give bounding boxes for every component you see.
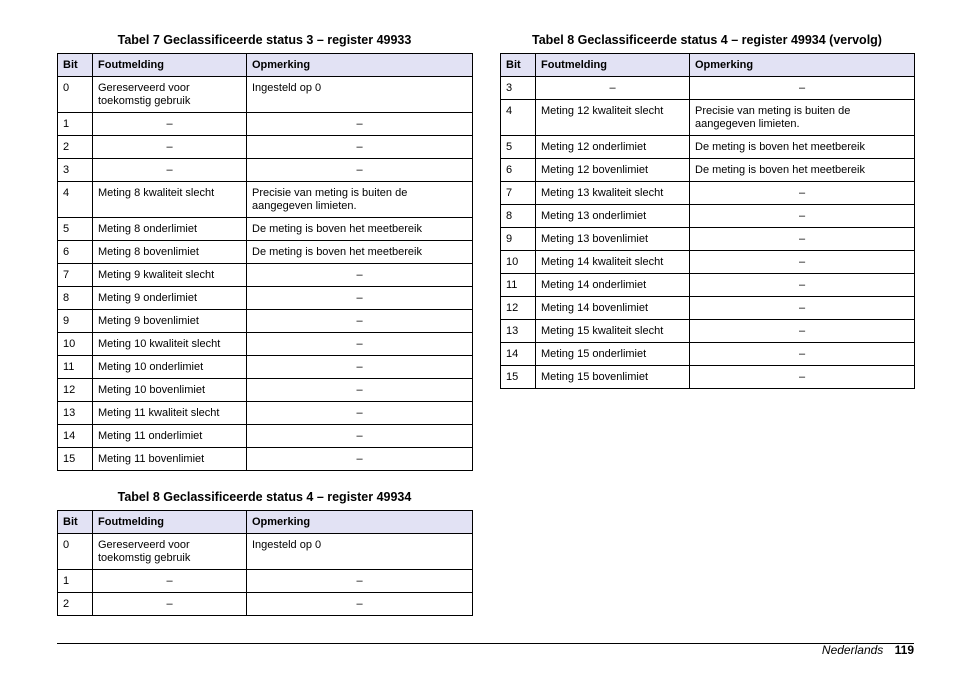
cell-opmerking: – — [247, 570, 473, 593]
table8-continued-caption: Tabel 8 Geclassificeerde status 4 – register 49934 (vervolg) — [532, 33, 882, 47]
table-row — [58, 136, 473, 159]
cell-opmerking: – — [690, 343, 915, 366]
cell-foutmelding: Meting 14 kwaliteit slecht — [536, 251, 690, 274]
cell-bit: 2 — [58, 593, 93, 616]
cell-opmerking: Ingesteld op 0 — [247, 534, 473, 570]
cell-opmerking: – — [690, 274, 915, 297]
cell-opmerking: – — [690, 297, 915, 320]
table-row — [58, 218, 473, 241]
cell-opmerking: De meting is boven het meetbereik — [690, 159, 915, 182]
table-row — [58, 77, 473, 113]
cell-bit: 9 — [501, 228, 536, 251]
cell-foutmelding: Meting 14 bovenlimiet — [536, 297, 690, 320]
cell-opmerking: De meting is boven het meetbereik — [247, 218, 473, 241]
cell-opmerking: – — [247, 333, 473, 356]
cell-opmerking: – — [247, 593, 473, 616]
cell-opmerking: – — [247, 448, 473, 471]
cell-foutmelding: Gereserveerd voor toekomstig gebruik — [93, 77, 247, 113]
cell-bit: 13 — [501, 320, 536, 343]
cell-bit: 7 — [58, 264, 93, 287]
table-header-row — [501, 54, 915, 77]
cell-foutmelding: Meting 13 kwaliteit slecht — [536, 182, 690, 205]
cell-opmerking: – — [690, 228, 915, 251]
cell-bit: 10 — [501, 251, 536, 274]
table-row — [501, 320, 915, 343]
cell-opmerking: – — [247, 287, 473, 310]
cell-foutmelding: Meting 11 kwaliteit slecht — [93, 402, 247, 425]
table-row — [501, 251, 915, 274]
table7 — [57, 53, 473, 471]
table-row — [501, 182, 915, 205]
cell-bit: 3 — [58, 159, 93, 182]
cell-foutmelding: Meting 10 bovenlimiet — [93, 379, 247, 402]
cell-opmerking: – — [247, 425, 473, 448]
page-footer — [822, 643, 914, 657]
cell-bit: 6 — [501, 159, 536, 182]
table-row — [501, 100, 915, 136]
cell-bit: 8 — [501, 205, 536, 228]
cell-opmerking: – — [690, 77, 915, 100]
footer-language: Nederlands — [821, 643, 884, 657]
cell-opmerking: – — [247, 113, 473, 136]
cell-bit: 7 — [501, 182, 536, 205]
cell-bit: 11 — [58, 356, 93, 379]
table-row — [58, 402, 473, 425]
cell-foutmelding: Meting 12 bovenlimiet — [536, 159, 690, 182]
table8 — [57, 510, 473, 616]
cell-foutmelding: Meting 13 onderlimiet — [536, 205, 690, 228]
table-row — [58, 570, 473, 593]
column-header-opmerking: Opmerking — [247, 54, 473, 77]
cell-bit: 2 — [58, 136, 93, 159]
cell-bit: 6 — [58, 241, 93, 264]
cell-opmerking: – — [247, 159, 473, 182]
table-row — [58, 182, 473, 218]
table-row — [501, 77, 915, 100]
cell-opmerking: – — [247, 264, 473, 287]
cell-bit: 14 — [58, 425, 93, 448]
cell-foutmelding: – — [93, 159, 247, 182]
cell-foutmelding: Meting 8 bovenlimiet — [93, 241, 247, 264]
table-row — [58, 310, 473, 333]
cell-foutmelding: Meting 10 onderlimiet — [93, 356, 247, 379]
cell-foutmelding: Meting 8 kwaliteit slecht — [93, 182, 247, 218]
footer-rule — [57, 643, 914, 644]
cell-opmerking: – — [247, 402, 473, 425]
cell-opmerking: Ingesteld op 0 — [247, 77, 473, 113]
cell-bit: 14 — [501, 343, 536, 366]
cell-opmerking: – — [690, 182, 915, 205]
cell-opmerking: – — [247, 136, 473, 159]
table-row — [58, 448, 473, 471]
cell-bit: 8 — [58, 287, 93, 310]
cell-foutmelding: Meting 11 bovenlimiet — [93, 448, 247, 471]
table-row — [501, 159, 915, 182]
table-row — [501, 343, 915, 366]
cell-bit: 0 — [58, 77, 93, 113]
table-row — [501, 297, 915, 320]
cell-bit: 15 — [58, 448, 93, 471]
column-header-foutmelding: Foutmelding — [93, 511, 247, 534]
table-row — [501, 274, 915, 297]
cell-opmerking: – — [247, 379, 473, 402]
table-row — [58, 593, 473, 616]
cell-bit: 5 — [58, 218, 93, 241]
table-header-row — [58, 511, 473, 534]
cell-foutmelding: Meting 9 kwaliteit slecht — [93, 264, 247, 287]
cell-bit: 10 — [58, 333, 93, 356]
column-header-opmerking: Opmerking — [247, 511, 473, 534]
cell-opmerking: – — [247, 356, 473, 379]
table-header-row — [58, 54, 473, 77]
cell-bit: 13 — [58, 402, 93, 425]
cell-foutmelding: Meting 9 bovenlimiet — [93, 310, 247, 333]
table-row — [58, 264, 473, 287]
column-header-bit: Bit — [501, 54, 536, 77]
page-number: 119 — [894, 643, 914, 657]
cell-foutmelding: – — [93, 113, 247, 136]
table-row — [501, 205, 915, 228]
cell-bit: 9 — [58, 310, 93, 333]
cell-bit: 4 — [58, 182, 93, 218]
cell-foutmelding: – — [93, 593, 247, 616]
cell-opmerking: Precisie van meting is buiten de aangegeven limieten. — [690, 100, 915, 136]
cell-foutmelding: – — [536, 77, 690, 100]
cell-foutmelding: Meting 8 onderlimiet — [93, 218, 247, 241]
cell-opmerking: – — [690, 366, 915, 389]
cell-foutmelding: Meting 14 onderlimiet — [536, 274, 690, 297]
cell-foutmelding: Meting 15 kwaliteit slecht — [536, 320, 690, 343]
column-header-bit: Bit — [58, 511, 93, 534]
cell-opmerking: Precisie van meting is buiten de aangegeven limieten. — [247, 182, 473, 218]
cell-bit: 5 — [501, 136, 536, 159]
cell-foutmelding: Meting 15 onderlimiet — [536, 343, 690, 366]
table-row — [58, 287, 473, 310]
column-header-bit: Bit — [58, 54, 93, 77]
column-header-foutmelding: Foutmelding — [93, 54, 247, 77]
cell-opmerking: De meting is boven het meetbereik — [247, 241, 473, 264]
cell-foutmelding: Meting 15 bovenlimiet — [536, 366, 690, 389]
table8-continued — [500, 53, 915, 389]
cell-foutmelding: Meting 12 kwaliteit slecht — [536, 100, 690, 136]
table-row — [58, 333, 473, 356]
table-row — [58, 159, 473, 182]
cell-bit: 1 — [58, 113, 93, 136]
table-row — [58, 356, 473, 379]
cell-bit: 15 — [501, 366, 536, 389]
table-row — [58, 534, 473, 570]
cell-opmerking: – — [247, 310, 473, 333]
cell-foutmelding: Meting 10 kwaliteit slecht — [93, 333, 247, 356]
table-row — [58, 113, 473, 136]
cell-bit: 3 — [501, 77, 536, 100]
cell-bit: 0 — [58, 534, 93, 570]
table-row — [58, 425, 473, 448]
cell-opmerking: – — [690, 205, 915, 228]
table-row — [501, 366, 915, 389]
cell-foutmelding: Meting 9 onderlimiet — [93, 287, 247, 310]
table8-caption: Tabel 8 Geclassificeerde status 4 – register 49934 — [117, 490, 412, 504]
cell-bit: 4 — [501, 100, 536, 136]
cell-bit: 1 — [58, 570, 93, 593]
cell-bit: 12 — [58, 379, 93, 402]
cell-foutmelding: – — [93, 136, 247, 159]
cell-foutmelding: Meting 11 onderlimiet — [93, 425, 247, 448]
cell-foutmelding: Meting 13 bovenlimiet — [536, 228, 690, 251]
cell-foutmelding: Gereserveerd voor toekomstig gebruik — [93, 534, 247, 570]
cell-foutmelding: – — [93, 570, 247, 593]
table7-caption: Tabel 7 Geclassificeerde status 3 – register 49933 — [117, 33, 412, 47]
cell-bit: 11 — [501, 274, 536, 297]
cell-bit: 12 — [501, 297, 536, 320]
table-row — [58, 241, 473, 264]
table-row — [501, 228, 915, 251]
cell-opmerking: – — [690, 251, 915, 274]
cell-foutmelding: Meting 12 onderlimiet — [536, 136, 690, 159]
cell-opmerking: De meting is boven het meetbereik — [690, 136, 915, 159]
table-row — [58, 379, 473, 402]
column-header-foutmelding: Foutmelding — [536, 54, 690, 77]
table-row — [501, 136, 915, 159]
column-header-opmerking: Opmerking — [690, 54, 915, 77]
cell-opmerking: – — [690, 320, 915, 343]
